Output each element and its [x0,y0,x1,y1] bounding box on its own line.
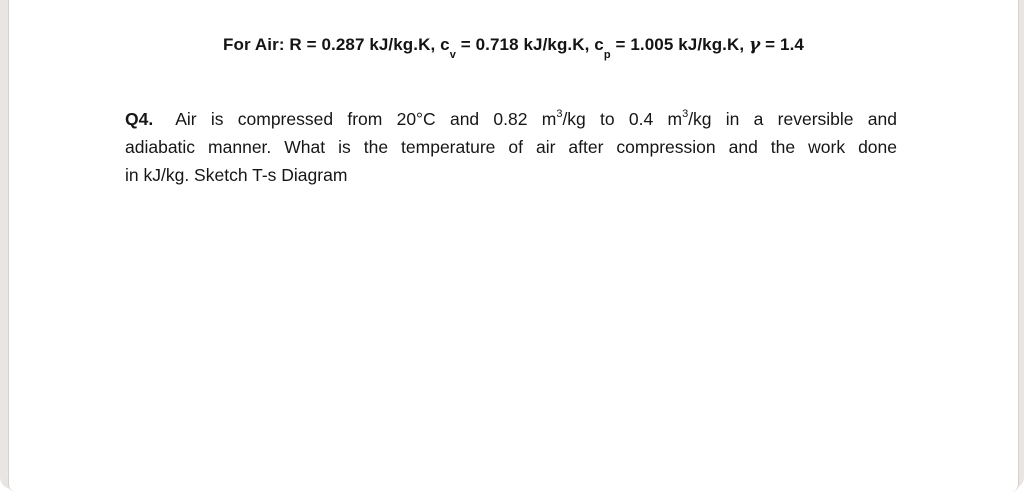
subscript-p: p [603,49,611,62]
question-line-1 [125,105,897,133]
question-line-2: adiabatic manner. What is the temperature of air after compression and the work done [125,137,897,157]
question-q4 [125,105,897,189]
header-text-segment: = 0.718 kJ/kg.K, c [455,35,604,54]
question-text-segment: Air is compressed from 20°C and 0.82 m [175,109,557,129]
document-card [8,0,1019,492]
subscript-v: v [449,49,456,62]
air-properties-header [9,33,1018,62]
question-text-segment: /kg in a reversible and [688,109,897,129]
header-text-segment: = 1.4 [760,35,804,54]
header-text-segment: For Air: R = 0.287 kJ/kg.K, c [223,35,450,54]
question-number: Q4. [125,109,154,129]
gamma-symbol: γ [749,35,761,55]
superscript-cubed: 3 [556,108,563,121]
question-line-3: in kJ/kg. Sketch T-s Diagram [125,165,348,185]
question-text-segment: /kg to 0.4 m [562,109,683,129]
superscript-cubed: 3 [682,108,689,121]
header-text-segment: = 1.005 kJ/kg.K, [610,35,750,54]
